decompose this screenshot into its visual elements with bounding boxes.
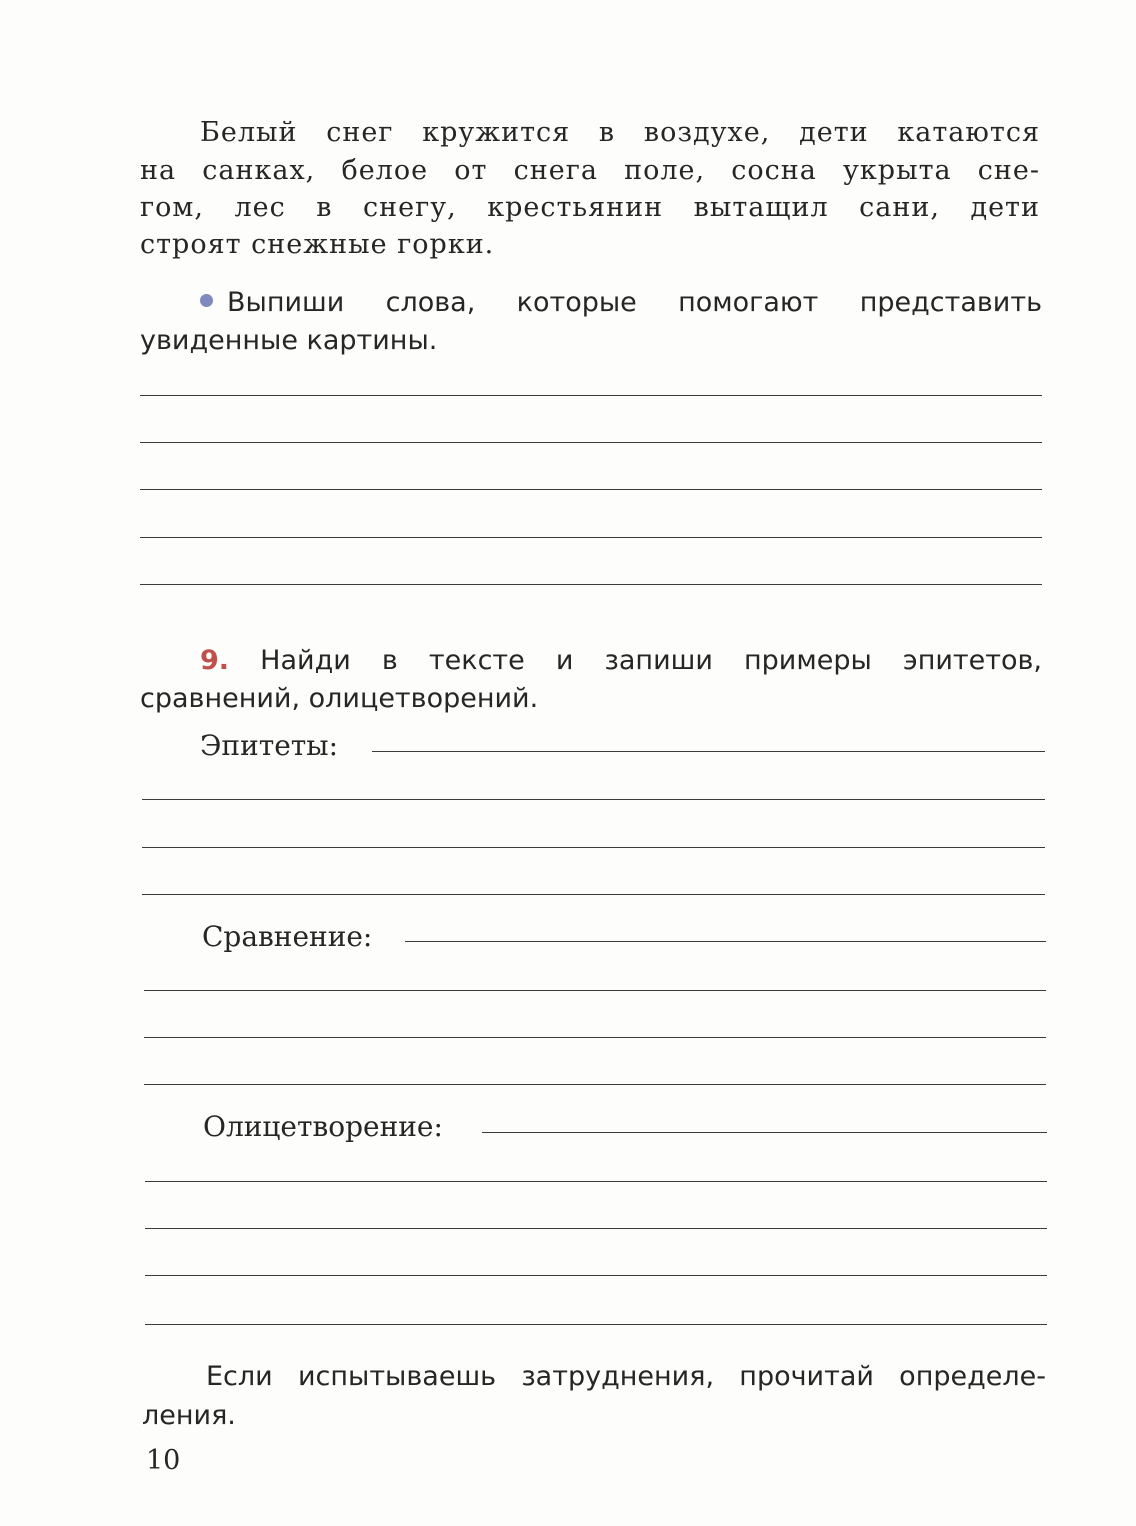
- comparison-answer-line[interactable]: [144, 990, 1046, 991]
- passage-line-2: на санках, белое от снега поле, сосна укрыта сне-: [140, 155, 1040, 186]
- page-number: 10: [146, 1445, 181, 1476]
- passage-line-3: гом, лес в снегу, крестьянин вытащил сани, дети: [140, 192, 1040, 223]
- personification-answer-line[interactable]: [145, 1228, 1047, 1229]
- hint-line-2: ления.: [142, 1400, 236, 1431]
- bullet-task-text: Выпиши слова, которые помогают представить: [227, 287, 1042, 318]
- passage-line-4: строят снежные горки.: [140, 229, 495, 260]
- answer-line[interactable]: [140, 395, 1042, 396]
- comparison-answer-line[interactable]: [405, 941, 1046, 942]
- bullet-icon: [200, 294, 213, 307]
- personification-answer-line[interactable]: [145, 1324, 1047, 1325]
- answer-line[interactable]: [140, 489, 1042, 490]
- personification-answer-line[interactable]: [482, 1132, 1047, 1133]
- task-number: 9.: [200, 645, 230, 676]
- comparison-answer-line[interactable]: [144, 1037, 1046, 1038]
- task-9-text: Найди в тексте и запиши примеры эпитетов,: [260, 645, 1042, 676]
- answer-line[interactable]: [140, 442, 1042, 443]
- task-9-line-2: сравнений, олицетворений.: [140, 683, 539, 714]
- epithets-label: Эпитеты:: [200, 729, 339, 762]
- epithets-answer-line[interactable]: [142, 894, 1045, 895]
- epithets-answer-line[interactable]: [142, 847, 1045, 848]
- comparison-label: Сравнение:: [202, 920, 373, 953]
- bullet-task-line-2: увиденные картины.: [140, 325, 438, 356]
- epithets-answer-line[interactable]: [142, 799, 1045, 800]
- answer-line[interactable]: [140, 537, 1042, 538]
- personification-answer-line[interactable]: [145, 1275, 1047, 1276]
- personification-answer-line[interactable]: [145, 1181, 1047, 1182]
- passage-line-1: Белый снег кружится в воздухе, дети катаются: [200, 117, 1040, 148]
- bullet-task-line-1: [200, 284, 1042, 322]
- epithets-answer-line[interactable]: [372, 751, 1045, 752]
- comparison-answer-line[interactable]: [144, 1084, 1046, 1085]
- task-9-line-1: [200, 642, 1042, 680]
- hint-line-1: Если испытываешь затруднения, прочитай определе-: [206, 1361, 1046, 1392]
- personification-label: Олицетворение:: [203, 1110, 443, 1143]
- answer-line[interactable]: [140, 584, 1042, 585]
